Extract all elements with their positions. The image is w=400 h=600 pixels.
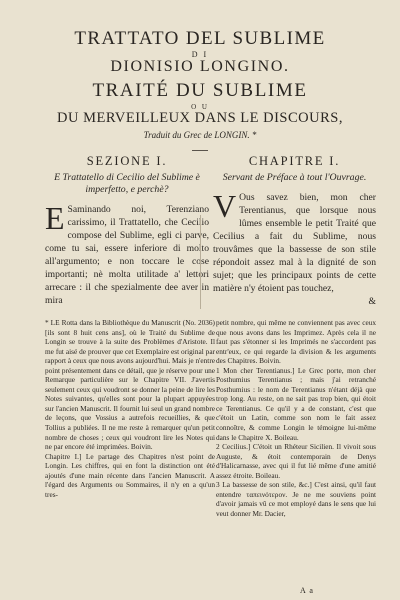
drop-cap: V	[213, 188, 237, 224]
italian-title: TRATTATO DEL SUBLIME	[74, 28, 326, 49]
section-text: Saminando noi, Terenziano carissimo, il Trattatello, che Cecilio compose del Sublime, egli ci parve, come tu sai, essere inferiore di molto all'argumento; e non toccare le cose importanti; nè molta utilitade a' lettori arrecare : il che spezialmente dee aver in mira	[45, 204, 209, 306]
signature-mark: A a	[300, 586, 314, 595]
catchword: &	[368, 296, 376, 307]
french-column	[213, 155, 376, 308]
column-divider	[200, 215, 201, 309]
di-connector: D I	[191, 50, 209, 59]
chapter-text: Ous savez bien, mon cher Terentianus, que lorsque nous lûmes ensemble le petit Traité que Cecilius a fait du Sublime, nous trouvâmes que la bassesse de son stile répondoit assez mal à la dignité de son sujet; que les principaux points de cette matière n'y étoient pas touchez,	[213, 192, 376, 294]
section-heading: SEZIONE I.	[86, 154, 168, 168]
title-rule	[192, 150, 208, 151]
drop-cap: E	[45, 200, 65, 236]
chapter-body	[213, 188, 376, 295]
footnote-text: petit nombre, qui même ne conviennent pas avec ceux que nous avons dans les Imprimez. Après cela il ne faut pas s'étonner si les Imprimés ne s'accordent pas entr'eux, ce qui regarde la division & les arguments des Chapitres. Boivin. 1 Mon cher Terentianus.] Le Grec porte, mon cher Posthumius Terentianus ; mais j'ai retranché Posthumius : le nom de Terentianus n'étant déjà que trop long. Au reste, on ne sait pas trop bien, qui étoit ce Terentianus. Ce qu'il y a de constant, c'est que c'étoit un Latin, comme son nom le fait assez connoître, & comme Longin le témoigne lui-même dans le Chapitre X. Boileau. 2 Cecilius.] C'étoit un Rhéteur Sicilien. Il vivoit sous Auguste, & étoit contemporain de Denys d'Halicarnasse, avec qui il fut lié même d'une amitié assez étroite. Boileau. 3 La bassesse de son stile, &c.] C'est ainsi, qu'il faut entendre ταπεινότερον. Je ne me souviens point d'avoir jamais vû ce mot employé dans le sens que lui veut donner Mr. Dacier,	[216, 318, 376, 518]
chapter-subtitle: Servant de Préface à tout l'Ouvrage.	[222, 172, 367, 183]
ou-connector: O U	[191, 103, 209, 111]
section-body	[45, 200, 209, 307]
section-subtitle: E Trattatello di Cecilio del Sublime è imperfetto, e perchè?	[54, 172, 200, 195]
author-name: DIONISIO LONGINO.	[110, 58, 290, 75]
footnotes-right	[216, 318, 376, 518]
translation-note: Traduit du Grec de LONGIN. *	[143, 130, 257, 140]
french-subtitle: DU MERVEILLEUX DANS LE DISCOURS,	[57, 110, 343, 126]
french-title: TRAITÉ DU SUBLIME	[92, 80, 308, 101]
italian-column	[45, 155, 209, 307]
footnotes-left	[45, 318, 215, 499]
chapter-heading: CHAPITRE I.	[248, 154, 341, 168]
footnote-text: * LE Rotta dans la Bibliothèque du Manuscrit (No. 2036) [ils sont 8 huit cens ans], où le Traité du Sublime de Longin se trouve à la suite des Problèmes d'Aristote. Il me fut aisé de prouver que cet Exemplaire est original par rapport à ceux que nous avons aujourd'hui. Mais je n'entre point présentement dans ce détail, que je réserve pour une Remarque particulière sur le Chapitre VII. J'avertis seulement ceux qui voudront se donner la peine de lire les Notes suivantes, qu'elles sont pour la plupart appuyées sur l'ancien Manuscrit. Il fournit lui seul un grand nombre de leçons, que Vossius a autrefois recueillies, & que Tollius a publiées. Il ne me reste à remarquer qu'un petit nombre de choses ; ceux qui voudront lire les Notes qui ne par encore été imprimées. Boivin. Chapitre I.] Le partage des Chapitres n'est point de Longin. Les chiffres, qui en font la distinction ont été ajoutés d'une main récente dans l'ancien Manuscrit. A l'égard des Arguments ou Sommaires, il n'y en a qu'un tres-	[45, 318, 216, 499]
